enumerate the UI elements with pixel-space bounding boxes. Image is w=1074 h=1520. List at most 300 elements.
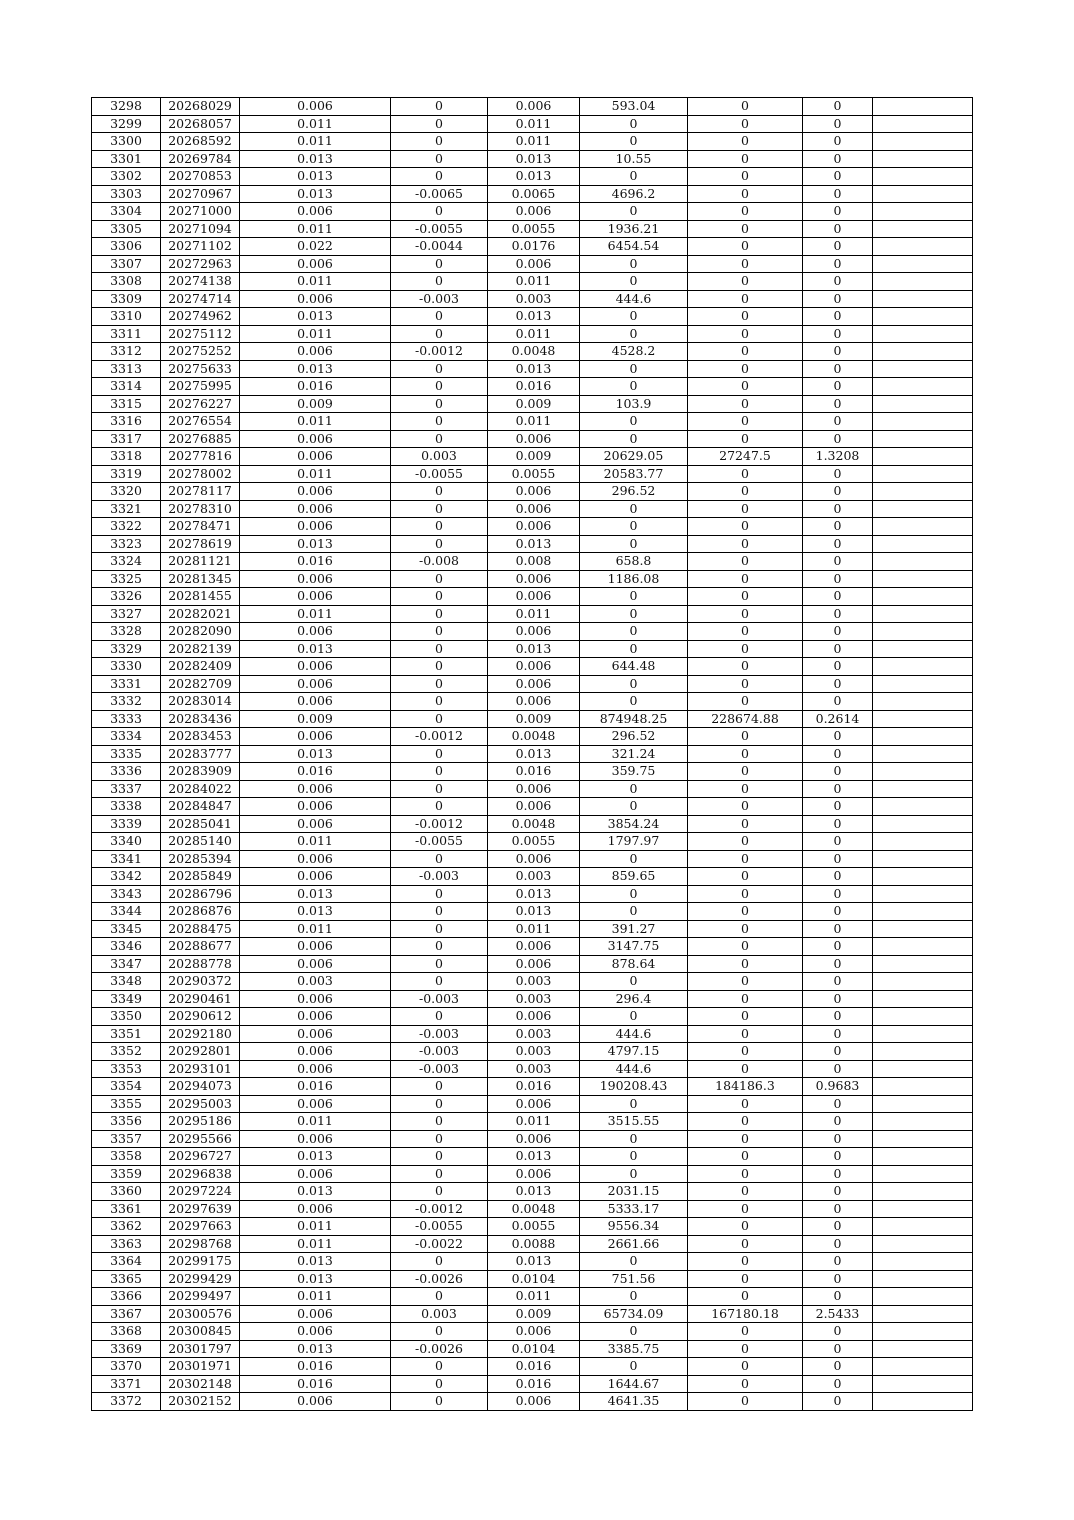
- id-cell: 20274138: [161, 273, 240, 291]
- empty-cell: [873, 763, 973, 781]
- ratio-cell: 0: [803, 693, 873, 711]
- empty-cell: [873, 1008, 973, 1026]
- row-index-cell: 3310: [92, 308, 161, 326]
- value-a-cell: 0.011: [240, 1235, 391, 1253]
- ratio-cell: 0: [803, 150, 873, 168]
- amount-2-cell: 0: [688, 833, 803, 851]
- amount-cell: 321.24: [580, 745, 688, 763]
- value-a-cell: 0.006: [240, 938, 391, 956]
- value-c-cell: 0.013: [488, 640, 580, 658]
- table-row: [92, 115, 973, 133]
- id-cell: 20297639: [161, 1200, 240, 1218]
- amount-2-cell: 0: [688, 868, 803, 886]
- table-row: [92, 1078, 973, 1096]
- id-cell: 20285849: [161, 868, 240, 886]
- row-index-cell: 3358: [92, 1148, 161, 1166]
- row-index-cell: 3322: [92, 518, 161, 536]
- amount-2-cell: 0: [688, 920, 803, 938]
- table-row: [92, 255, 973, 273]
- amount-cell: 644.48: [580, 658, 688, 676]
- table-row: [92, 885, 973, 903]
- ratio-cell: 0: [803, 745, 873, 763]
- value-c-cell: 0.0048: [488, 343, 580, 361]
- empty-cell: [873, 588, 973, 606]
- value-b-cell: 0: [391, 903, 488, 921]
- table-row: [92, 1235, 973, 1253]
- table-row: [92, 500, 973, 518]
- id-cell: 20271094: [161, 220, 240, 238]
- amount-cell: 0: [580, 203, 688, 221]
- amount-cell: 9556.34: [580, 1218, 688, 1236]
- value-a-cell: 0.006: [240, 728, 391, 746]
- amount-cell: 5333.17: [580, 1200, 688, 1218]
- value-c-cell: 0.003: [488, 1025, 580, 1043]
- amount-cell: 0: [580, 850, 688, 868]
- value-b-cell: 0: [391, 115, 488, 133]
- amount-2-cell: 0: [688, 815, 803, 833]
- empty-cell: [873, 448, 973, 466]
- ratio-cell: 0: [803, 133, 873, 151]
- ratio-cell: 0: [803, 903, 873, 921]
- amount-2-cell: 0: [688, 308, 803, 326]
- value-a-cell: 0.011: [240, 465, 391, 483]
- value-c-cell: 0.0048: [488, 728, 580, 746]
- amount-cell: 0: [580, 693, 688, 711]
- id-cell: 20285394: [161, 850, 240, 868]
- empty-cell: [873, 1165, 973, 1183]
- value-b-cell: 0: [391, 973, 488, 991]
- value-b-cell: 0: [391, 763, 488, 781]
- empty-cell: [873, 1393, 973, 1411]
- value-c-cell: 0.006: [488, 1165, 580, 1183]
- table-row: [92, 273, 973, 291]
- amount-cell: 0: [580, 798, 688, 816]
- value-a-cell: 0.006: [240, 1323, 391, 1341]
- id-cell: 20268029: [161, 98, 240, 116]
- ratio-cell: 0: [803, 920, 873, 938]
- table-row: [92, 1200, 973, 1218]
- value-a-cell: 0.006: [240, 990, 391, 1008]
- value-b-cell: 0: [391, 798, 488, 816]
- value-c-cell: 0.016: [488, 1375, 580, 1393]
- amount-2-cell: 0: [688, 115, 803, 133]
- ratio-cell: 0: [803, 465, 873, 483]
- value-c-cell: 0.006: [488, 570, 580, 588]
- empty-cell: [873, 1270, 973, 1288]
- table-row: [92, 605, 973, 623]
- ratio-cell: 0: [803, 1375, 873, 1393]
- value-b-cell: -0.0026: [391, 1270, 488, 1288]
- table-row: [92, 798, 973, 816]
- row-index-cell: 3311: [92, 325, 161, 343]
- amount-cell: 190208.43: [580, 1078, 688, 1096]
- value-b-cell: 0: [391, 518, 488, 536]
- value-a-cell: 0.016: [240, 1358, 391, 1376]
- id-cell: 20278117: [161, 483, 240, 501]
- amount-cell: 0: [580, 255, 688, 273]
- ratio-cell: 0: [803, 1288, 873, 1306]
- value-b-cell: 0: [391, 1165, 488, 1183]
- value-a-cell: 0.006: [240, 343, 391, 361]
- value-b-cell: 0: [391, 710, 488, 728]
- amount-2-cell: 0: [688, 973, 803, 991]
- value-c-cell: 0.013: [488, 1253, 580, 1271]
- ratio-cell: 0: [803, 1218, 873, 1236]
- amount-2-cell: 0: [688, 1340, 803, 1358]
- value-c-cell: 0.003: [488, 290, 580, 308]
- ratio-cell: 0: [803, 1008, 873, 1026]
- id-cell: 20293101: [161, 1060, 240, 1078]
- value-b-cell: 0: [391, 938, 488, 956]
- value-c-cell: 0.011: [488, 413, 580, 431]
- amount-cell: 0: [580, 430, 688, 448]
- id-cell: 20297224: [161, 1183, 240, 1201]
- empty-cell: [873, 238, 973, 256]
- id-cell: 20300845: [161, 1323, 240, 1341]
- value-b-cell: 0: [391, 168, 488, 186]
- amount-cell: 0: [580, 780, 688, 798]
- table-row: [92, 658, 973, 676]
- value-b-cell: 0: [391, 588, 488, 606]
- amount-2-cell: 0: [688, 955, 803, 973]
- value-b-cell: -0.0044: [391, 238, 488, 256]
- empty-cell: [873, 150, 973, 168]
- row-index-cell: 3345: [92, 920, 161, 938]
- value-c-cell: 0.013: [488, 745, 580, 763]
- row-index-cell: 3351: [92, 1025, 161, 1043]
- value-c-cell: 0.006: [488, 693, 580, 711]
- table-row: [92, 868, 973, 886]
- empty-cell: [873, 675, 973, 693]
- value-b-cell: 0: [391, 255, 488, 273]
- ratio-cell: 0: [803, 115, 873, 133]
- empty-cell: [873, 570, 973, 588]
- value-a-cell: 0.013: [240, 1340, 391, 1358]
- amount-2-cell: 0: [688, 378, 803, 396]
- id-cell: 20275252: [161, 343, 240, 361]
- empty-cell: [873, 1253, 973, 1271]
- row-index-cell: 3355: [92, 1095, 161, 1113]
- empty-cell: [873, 920, 973, 938]
- value-b-cell: 0: [391, 98, 488, 116]
- empty-cell: [873, 378, 973, 396]
- amount-cell: 103.9: [580, 395, 688, 413]
- value-c-cell: 0.011: [488, 133, 580, 151]
- ratio-cell: 0: [803, 1025, 873, 1043]
- amount-2-cell: 0: [688, 133, 803, 151]
- id-cell: 20286796: [161, 885, 240, 903]
- value-a-cell: 0.011: [240, 115, 391, 133]
- value-c-cell: 0.006: [488, 798, 580, 816]
- amount-2-cell: 0: [688, 220, 803, 238]
- value-a-cell: 0.006: [240, 1165, 391, 1183]
- amount-2-cell: 0: [688, 623, 803, 641]
- id-cell: 20271102: [161, 238, 240, 256]
- amount-2-cell: 0: [688, 518, 803, 536]
- empty-cell: [873, 465, 973, 483]
- id-cell: 20286876: [161, 903, 240, 921]
- value-b-cell: 0: [391, 1113, 488, 1131]
- id-cell: 20292180: [161, 1025, 240, 1043]
- empty-cell: [873, 98, 973, 116]
- table-row: [92, 1008, 973, 1026]
- amount-2-cell: 0: [688, 273, 803, 291]
- empty-cell: [873, 623, 973, 641]
- empty-cell: [873, 115, 973, 133]
- value-a-cell: 0.013: [240, 903, 391, 921]
- value-c-cell: 0.016: [488, 1078, 580, 1096]
- row-index-cell: 3309: [92, 290, 161, 308]
- amount-cell: 0: [580, 1095, 688, 1113]
- row-index-cell: 3337: [92, 780, 161, 798]
- value-a-cell: 0.011: [240, 273, 391, 291]
- row-index-cell: 3332: [92, 693, 161, 711]
- value-c-cell: 0.006: [488, 430, 580, 448]
- id-cell: 20288475: [161, 920, 240, 938]
- amount-2-cell: 0: [688, 1060, 803, 1078]
- ratio-cell: 0: [803, 378, 873, 396]
- id-cell: 20282409: [161, 658, 240, 676]
- amount-cell: 878.64: [580, 955, 688, 973]
- value-b-cell: 0: [391, 430, 488, 448]
- id-cell: 20283909: [161, 763, 240, 781]
- row-index-cell: 3364: [92, 1253, 161, 1271]
- amount-2-cell: 0: [688, 693, 803, 711]
- value-c-cell: 0.006: [488, 938, 580, 956]
- empty-cell: [873, 990, 973, 1008]
- value-c-cell: 0.006: [488, 203, 580, 221]
- empty-cell: [873, 203, 973, 221]
- value-a-cell: 0.006: [240, 693, 391, 711]
- row-index-cell: 3354: [92, 1078, 161, 1096]
- value-c-cell: 0.013: [488, 308, 580, 326]
- value-c-cell: 0.013: [488, 1148, 580, 1166]
- table-row: [92, 308, 973, 326]
- table-row: [92, 728, 973, 746]
- amount-cell: 296.52: [580, 728, 688, 746]
- amount-2-cell: 0: [688, 255, 803, 273]
- value-c-cell: 0.013: [488, 168, 580, 186]
- id-cell: 20275633: [161, 360, 240, 378]
- ratio-cell: 0: [803, 1200, 873, 1218]
- amount-2-cell: 0: [688, 1235, 803, 1253]
- amount-cell: 859.65: [580, 868, 688, 886]
- table-row: [92, 1130, 973, 1148]
- row-index-cell: 3343: [92, 885, 161, 903]
- row-index-cell: 3327: [92, 605, 161, 623]
- table-row: [92, 1393, 973, 1411]
- amount-cell: 0: [580, 1148, 688, 1166]
- amount-2-cell: 0: [688, 1375, 803, 1393]
- value-a-cell: 0.006: [240, 588, 391, 606]
- empty-cell: [873, 868, 973, 886]
- ratio-cell: 0: [803, 938, 873, 956]
- table-row: [92, 325, 973, 343]
- ratio-cell: 0: [803, 203, 873, 221]
- id-cell: 20282139: [161, 640, 240, 658]
- value-c-cell: 0.009: [488, 448, 580, 466]
- empty-cell: [873, 430, 973, 448]
- value-b-cell: 0: [391, 1393, 488, 1411]
- row-index-cell: 3346: [92, 938, 161, 956]
- empty-cell: [873, 815, 973, 833]
- row-index-cell: 3372: [92, 1393, 161, 1411]
- value-c-cell: 0.0104: [488, 1340, 580, 1358]
- row-index-cell: 3371: [92, 1375, 161, 1393]
- value-a-cell: 0.006: [240, 675, 391, 693]
- value-c-cell: 0.0065: [488, 185, 580, 203]
- amount-cell: 1186.08: [580, 570, 688, 588]
- amount-cell: 1936.21: [580, 220, 688, 238]
- amount-cell: 0: [580, 308, 688, 326]
- amount-2-cell: 0: [688, 588, 803, 606]
- ratio-cell: 0: [803, 413, 873, 431]
- amount-2-cell: 0: [688, 185, 803, 203]
- amount-cell: 593.04: [580, 98, 688, 116]
- empty-cell: [873, 658, 973, 676]
- amount-cell: 0: [580, 1358, 688, 1376]
- amount-2-cell: 27247.5: [688, 448, 803, 466]
- value-c-cell: 0.006: [488, 1393, 580, 1411]
- empty-cell: [873, 745, 973, 763]
- amount-cell: 3147.75: [580, 938, 688, 956]
- amount-cell: 0: [580, 1165, 688, 1183]
- ratio-cell: 0: [803, 1323, 873, 1341]
- id-cell: 20295003: [161, 1095, 240, 1113]
- amount-cell: 444.6: [580, 290, 688, 308]
- empty-cell: [873, 290, 973, 308]
- value-c-cell: 0.016: [488, 378, 580, 396]
- value-b-cell: 0: [391, 693, 488, 711]
- table-row: [92, 1095, 973, 1113]
- ratio-cell: 0: [803, 308, 873, 326]
- data-table: [91, 97, 973, 1411]
- amount-2-cell: 0: [688, 500, 803, 518]
- amount-cell: 1797.97: [580, 833, 688, 851]
- amount-cell: 391.27: [580, 920, 688, 938]
- table-row: [92, 1025, 973, 1043]
- row-index-cell: 3307: [92, 255, 161, 273]
- id-cell: 20281121: [161, 553, 240, 571]
- value-b-cell: 0: [391, 308, 488, 326]
- value-a-cell: 0.013: [240, 150, 391, 168]
- row-index-cell: 3325: [92, 570, 161, 588]
- amount-2-cell: 0: [688, 1130, 803, 1148]
- amount-2-cell: 0: [688, 850, 803, 868]
- amount-2-cell: 0: [688, 938, 803, 956]
- id-cell: 20295186: [161, 1113, 240, 1131]
- row-index-cell: 3357: [92, 1130, 161, 1148]
- amount-cell: 0: [580, 588, 688, 606]
- ratio-cell: 0: [803, 973, 873, 991]
- value-b-cell: -0.003: [391, 868, 488, 886]
- id-cell: 20299429: [161, 1270, 240, 1288]
- table-row: [92, 1218, 973, 1236]
- amount-2-cell: 0: [688, 1148, 803, 1166]
- empty-cell: [873, 780, 973, 798]
- table-row: [92, 693, 973, 711]
- value-c-cell: 0.009: [488, 1305, 580, 1323]
- value-c-cell: 0.016: [488, 763, 580, 781]
- value-b-cell: -0.0012: [391, 815, 488, 833]
- row-index-cell: 3359: [92, 1165, 161, 1183]
- amount-2-cell: 0: [688, 780, 803, 798]
- value-c-cell: 0.009: [488, 395, 580, 413]
- table-row: [92, 1113, 973, 1131]
- table-row: [92, 360, 973, 378]
- table-row: [92, 395, 973, 413]
- amount-cell: 4528.2: [580, 343, 688, 361]
- value-a-cell: 0.006: [240, 780, 391, 798]
- row-index-cell: 3303: [92, 185, 161, 203]
- value-a-cell: 0.016: [240, 1375, 391, 1393]
- empty-cell: [873, 938, 973, 956]
- row-index-cell: 3341: [92, 850, 161, 868]
- amount-cell: 0: [580, 675, 688, 693]
- id-cell: 20290461: [161, 990, 240, 1008]
- amount-2-cell: 0: [688, 745, 803, 763]
- value-c-cell: 0.0048: [488, 1200, 580, 1218]
- value-b-cell: 0: [391, 203, 488, 221]
- empty-cell: [873, 1148, 973, 1166]
- value-a-cell: 0.006: [240, 1200, 391, 1218]
- id-cell: 20270853: [161, 168, 240, 186]
- amount-cell: 10.55: [580, 150, 688, 168]
- value-c-cell: 0.013: [488, 903, 580, 921]
- id-cell: 20274962: [161, 308, 240, 326]
- value-a-cell: 0.013: [240, 535, 391, 553]
- value-c-cell: 0.0055: [488, 833, 580, 851]
- id-cell: 20290372: [161, 973, 240, 991]
- table-row: [92, 640, 973, 658]
- ratio-cell: 0: [803, 360, 873, 378]
- value-c-cell: 0.011: [488, 605, 580, 623]
- row-index-cell: 3339: [92, 815, 161, 833]
- value-b-cell: -0.0055: [391, 1218, 488, 1236]
- ratio-cell: 0: [803, 290, 873, 308]
- table-row: [92, 1288, 973, 1306]
- row-index-cell: 3342: [92, 868, 161, 886]
- amount-2-cell: 0: [688, 640, 803, 658]
- value-a-cell: 0.006: [240, 448, 391, 466]
- table-row: [92, 1060, 973, 1078]
- amount-cell: 0: [580, 273, 688, 291]
- id-cell: 20268057: [161, 115, 240, 133]
- id-cell: 20276554: [161, 413, 240, 431]
- empty-cell: [873, 168, 973, 186]
- value-b-cell: -0.003: [391, 990, 488, 1008]
- amount-cell: 0: [580, 1323, 688, 1341]
- amount-cell: 0: [580, 325, 688, 343]
- row-index-cell: 3323: [92, 535, 161, 553]
- ratio-cell: 0: [803, 1270, 873, 1288]
- empty-cell: [873, 728, 973, 746]
- ratio-cell: 0.9683: [803, 1078, 873, 1096]
- ratio-cell: 0: [803, 675, 873, 693]
- value-b-cell: -0.003: [391, 290, 488, 308]
- row-index-cell: 3350: [92, 1008, 161, 1026]
- value-a-cell: 0.006: [240, 798, 391, 816]
- row-index-cell: 3349: [92, 990, 161, 1008]
- amount-2-cell: 0: [688, 1288, 803, 1306]
- value-c-cell: 0.006: [488, 500, 580, 518]
- id-cell: 20302148: [161, 1375, 240, 1393]
- row-index-cell: 3353: [92, 1060, 161, 1078]
- id-cell: 20281455: [161, 588, 240, 606]
- ratio-cell: 0: [803, 570, 873, 588]
- empty-cell: [873, 1183, 973, 1201]
- value-a-cell: 0.022: [240, 238, 391, 256]
